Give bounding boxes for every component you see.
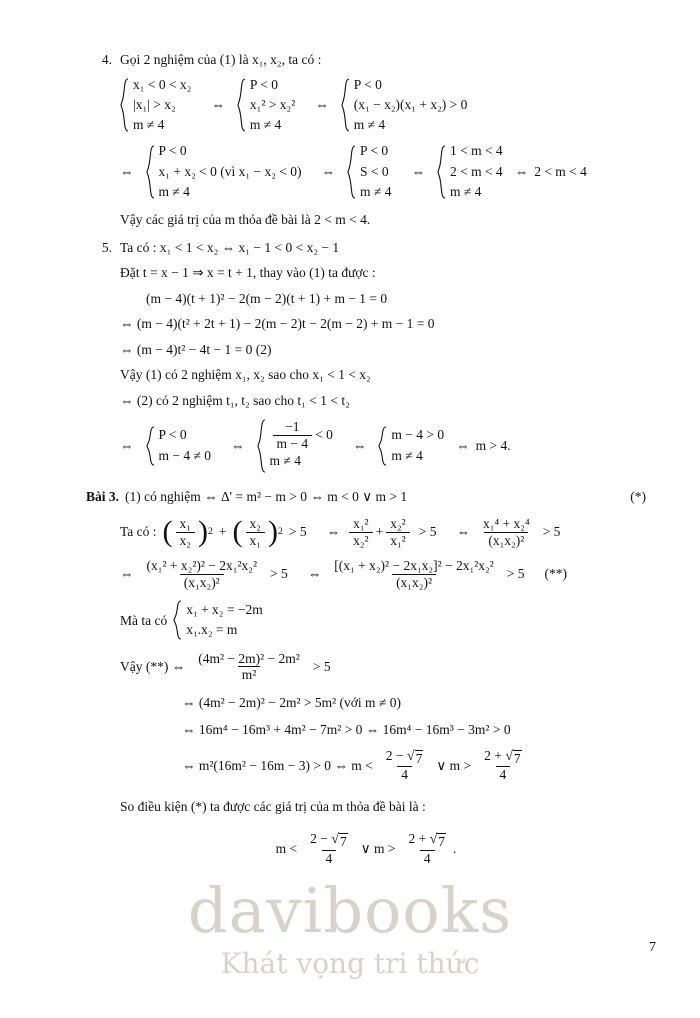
sys-row: P < 0 xyxy=(158,427,187,443)
equiv-operator: ⇔ xyxy=(321,163,336,179)
sys-row: m ≠ 4 xyxy=(360,183,392,199)
fraction: $\frac{\text{(4m² − 2m)² − 2m²}}{\text{m²}}$ xyxy=(198,650,300,683)
sqrt-icon: √ 7 xyxy=(505,748,521,766)
bai3-line-8 xyxy=(86,748,646,783)
numerator-prefix: 2 − xyxy=(310,831,328,847)
item-5-line-1: Ta có : x₁ < 1 < x₂ ⇔ x₁ − 1 < 0 < x₂ − 1 xyxy=(120,239,340,255)
paren-open: ( xyxy=(232,515,243,549)
system-block xyxy=(347,141,391,202)
equiv-operator: ⇔ xyxy=(456,524,470,540)
system-block xyxy=(341,75,468,136)
bai3-line-9: So điều kiện (*) ta được các giá trị của m thỏa đề bài là : xyxy=(120,798,426,814)
bai3-line-2 xyxy=(86,516,646,548)
system-block xyxy=(237,75,295,136)
equiv-operator-lead: ⇔ xyxy=(120,437,134,453)
page-number: 7 xyxy=(649,940,656,955)
sqrt-icon: √ 7 xyxy=(429,832,445,850)
equiv-operator: ⇔ xyxy=(326,524,341,540)
equiv-operator: ⇔ xyxy=(231,437,245,453)
bai3-line-3 xyxy=(86,558,646,590)
brace-icon xyxy=(146,426,156,466)
system-block xyxy=(173,600,263,641)
sys-row: m ≠ 4 xyxy=(269,453,301,469)
brace-icon xyxy=(146,145,156,199)
brace-icon xyxy=(237,78,247,132)
sys-row: P < 0 xyxy=(353,76,382,92)
plus-operator: + xyxy=(218,524,227,540)
system-block xyxy=(257,419,333,473)
bai3-line2-lead: Ta có : xyxy=(120,524,157,540)
equiv-operator: ⇔ xyxy=(411,163,425,179)
bai3-heading-line xyxy=(86,487,646,507)
sys-row: S < 0 xyxy=(360,163,389,179)
bai3-line-6: ⇔ (4m² − 2m)² − 2m² > 5m² (với m ≠ 0) xyxy=(182,694,401,710)
fraction: $\frac{\text{x₁}}{\text{x₂}}$ xyxy=(176,516,195,548)
page-content xyxy=(86,50,646,871)
fraction: 2 − √ 7 4 xyxy=(306,831,352,866)
big-paren-group xyxy=(163,516,213,548)
list-item xyxy=(86,50,646,70)
paren-close: ) xyxy=(267,515,278,549)
bai3-line4-lead: Mà ta có xyxy=(120,612,168,628)
item-4-conclusion xyxy=(86,210,646,230)
paren-close: ) xyxy=(198,515,209,549)
equiv-operator: ⇔ xyxy=(352,437,367,453)
item-5-result: m > 4. xyxy=(475,437,511,453)
sqrt-icon: √ 7 xyxy=(406,748,423,766)
sys-row: (x₁ − x₂)(x₁ + x₂) > 0 xyxy=(353,96,468,112)
item-4-conclusion-text: Vậy các giá trị của m thỏa đề bài là 2 < m < 4. xyxy=(120,212,371,228)
numerator-prefix: 2 + xyxy=(484,747,502,763)
inequality: > 5 xyxy=(288,524,307,540)
item-4-result: 2 < m < 4 xyxy=(534,163,587,179)
bai3-line-5 xyxy=(86,651,646,683)
bai3-line-1: (1) có nghiệm ⇔ Δ' = m² − m > 0 ⇔ m < 0 ∨ m > 1 xyxy=(125,488,408,504)
bai3-line10-lead: m < xyxy=(275,841,298,857)
sys-row: |x₁| > x₂ xyxy=(133,96,176,112)
equiv-operator: ⇔ xyxy=(456,437,470,453)
item-number: 5. xyxy=(101,239,112,255)
bai3-label: Bài 3. xyxy=(86,488,120,504)
item-4-intro: Gọi 2 nghiệm của (1) là x₁, x₂, ta có : xyxy=(120,52,322,67)
plus-operator: + xyxy=(375,524,384,540)
equiv-operator: ⇔ xyxy=(307,566,322,582)
equiv-operator-lead: ⇔ xyxy=(120,566,134,582)
system-block xyxy=(378,425,444,466)
item-5-line-2: Đặt t = x − 1 ⇒ x = t + 1, thay vào (1) ta được : xyxy=(120,265,376,281)
equiv-operator: ⇔ xyxy=(514,163,529,179)
big-paren-group xyxy=(233,516,283,548)
inequality: > 5 xyxy=(312,658,331,674)
sys-row: x₁.x₂ = m xyxy=(186,622,238,638)
bai3-line-7: ⇔ 16m⁴ − 16m³ + 4m² − 7m² > 0 ⇔ 16m⁴ − 16m³ − 3m² > 0 xyxy=(182,722,511,738)
sys-row: x₁ + x₂ = −2m xyxy=(186,602,263,618)
period: . xyxy=(453,841,457,857)
sys-row: m ≠ 4 xyxy=(449,183,482,199)
paren-open: ( xyxy=(162,515,173,549)
item-5-line-6: Vậy (1) có 2 nghiệm x₁, x₂ sao cho x₁ < 1 < x₂ xyxy=(120,367,371,383)
bai3-mark-double-star: (**) xyxy=(544,566,568,582)
numerator-prefix: 2 − xyxy=(385,747,404,763)
brace-icon xyxy=(341,78,351,132)
inequality: > 5 xyxy=(270,566,288,582)
sys-row: P < 0 xyxy=(360,143,389,159)
sys-row-tail: < 0 xyxy=(315,427,333,443)
watermark-main: davibooks xyxy=(187,874,513,947)
brace-icon xyxy=(120,78,130,132)
item-5-line-7: ⇔ (2) có 2 nghiệm t₁, t₂ sao cho t₁ < 1 < t₂ xyxy=(120,393,350,408)
list-item xyxy=(86,238,646,258)
item-5-line-3: (m − 4)(t + 1)² − 2(m − 2)(t + 1) + m − 1 = 0 xyxy=(146,290,388,306)
sys-row: m ≠ 4 xyxy=(133,117,165,133)
watermark-tagline: Khát vọng tri thức xyxy=(220,947,480,980)
system-block xyxy=(120,75,191,136)
inequality: > 5 xyxy=(418,524,437,540)
brace-icon xyxy=(347,145,357,199)
bai3-line8-mid: ∨ m > xyxy=(436,757,472,773)
sys-row: 2 < m < 4 xyxy=(449,163,503,179)
inequality: > 5 xyxy=(542,524,561,540)
brace-icon xyxy=(257,419,267,473)
bai3-line-4 xyxy=(86,600,646,641)
item-5-line-4: ⇔ (m − 4)(t² + 2t + 1) − 2(m − 2)t − 2(m − 2) + m − 1 = 0 xyxy=(120,316,435,332)
brace-icon xyxy=(378,426,388,466)
sys-row: P < 0 xyxy=(158,143,187,159)
fraction-numerator xyxy=(480,748,526,767)
bai3-line5-lead: Vậy (**) ⇔ xyxy=(120,658,186,674)
sys-row: m ≠ 4 xyxy=(249,117,282,133)
bai3-line-10 xyxy=(86,826,646,871)
sys-row xyxy=(270,419,333,451)
fraction: $\frac{-1}{m - 4}$ xyxy=(273,419,313,451)
fraction: $\frac{\text{x₁⁴ + x₂⁴}}{\text{(x₁x₂)²}}$ xyxy=(482,516,530,548)
fraction: 2 − √ 7 4 xyxy=(382,748,428,783)
sqrt-icon: √ 7 xyxy=(331,832,347,850)
sys-row: x₁ + x₂ < 0 (vì x₁ − x₂ < 0) xyxy=(158,163,302,179)
exponent: 2 xyxy=(277,526,283,538)
system-block xyxy=(146,425,212,466)
sys-row: m ≠ 4 xyxy=(353,117,386,133)
system-block xyxy=(146,141,302,202)
sys-row: x₁ < 0 < x₂ xyxy=(133,76,192,92)
item-5-line-5: ⇔ (m − 4)t² − 4t − 1 = 0 (2) xyxy=(120,341,272,357)
equiv-operator: ⇔ xyxy=(315,97,329,113)
fraction-numerator xyxy=(382,748,428,767)
bai3-line8-lead: ⇔ m²(16m² − 16m − 3) > 0 ⇔ m < xyxy=(182,757,373,773)
sys-row: m ≠ 4 xyxy=(158,183,190,199)
fraction-numerator xyxy=(404,831,450,850)
sys-row: x₁² > x₂² xyxy=(249,96,296,112)
item-4-systems-line-1 xyxy=(86,75,646,136)
exponent: 2 xyxy=(208,526,213,538)
numerator-prefix: 2 + xyxy=(408,831,427,847)
fraction: 2 + √ 7 4 xyxy=(404,831,450,866)
equiv-operator-lead: ⇔ xyxy=(120,163,134,179)
fraction-numerator xyxy=(306,831,352,850)
brace-icon xyxy=(437,145,447,199)
system-block xyxy=(437,141,503,202)
item-5-final-line xyxy=(86,419,646,473)
fraction: $\frac{\text{x₁²}}{\text{x₂²}}$ xyxy=(349,516,373,548)
fraction: $\frac{\text{[(x₁ + x₂)² − 2x₁x₂]² − 2x₁²x₂²}}{\text{(x₁x₂)²}}$ xyxy=(334,558,494,590)
item-4-systems-line-2 xyxy=(86,141,646,202)
fraction: $\frac{\text{(x₁² + x₂²)² − 2x₁²x₂²}}{\text{(x₁x₂)²}}$ xyxy=(146,558,258,590)
watermark xyxy=(0,874,700,980)
inequality: > 5 xyxy=(506,566,525,582)
bai3-mark-star: (*) xyxy=(630,488,646,504)
equiv-operator: ⇔ xyxy=(211,97,225,113)
fraction: $\frac{\text{x₂²}}{\text{x₁²}}$ xyxy=(386,516,410,548)
sys-row: P < 0 xyxy=(249,76,279,92)
bai3-line10-mid: ∨ m > xyxy=(360,841,396,857)
sys-row: m − 4 > 0 xyxy=(391,427,445,443)
fraction: $\frac{\text{x₂}}{\text{x₁}}$ xyxy=(246,516,265,548)
sys-row: 1 < m < 4 xyxy=(449,143,503,159)
sys-row: m ≠ 4 xyxy=(391,447,423,463)
item-number: 4. xyxy=(101,52,112,67)
fraction: 2 + √ 7 4 xyxy=(480,748,526,783)
brace-icon xyxy=(173,600,183,640)
sys-row: m − 4 ≠ 0 xyxy=(158,447,212,463)
